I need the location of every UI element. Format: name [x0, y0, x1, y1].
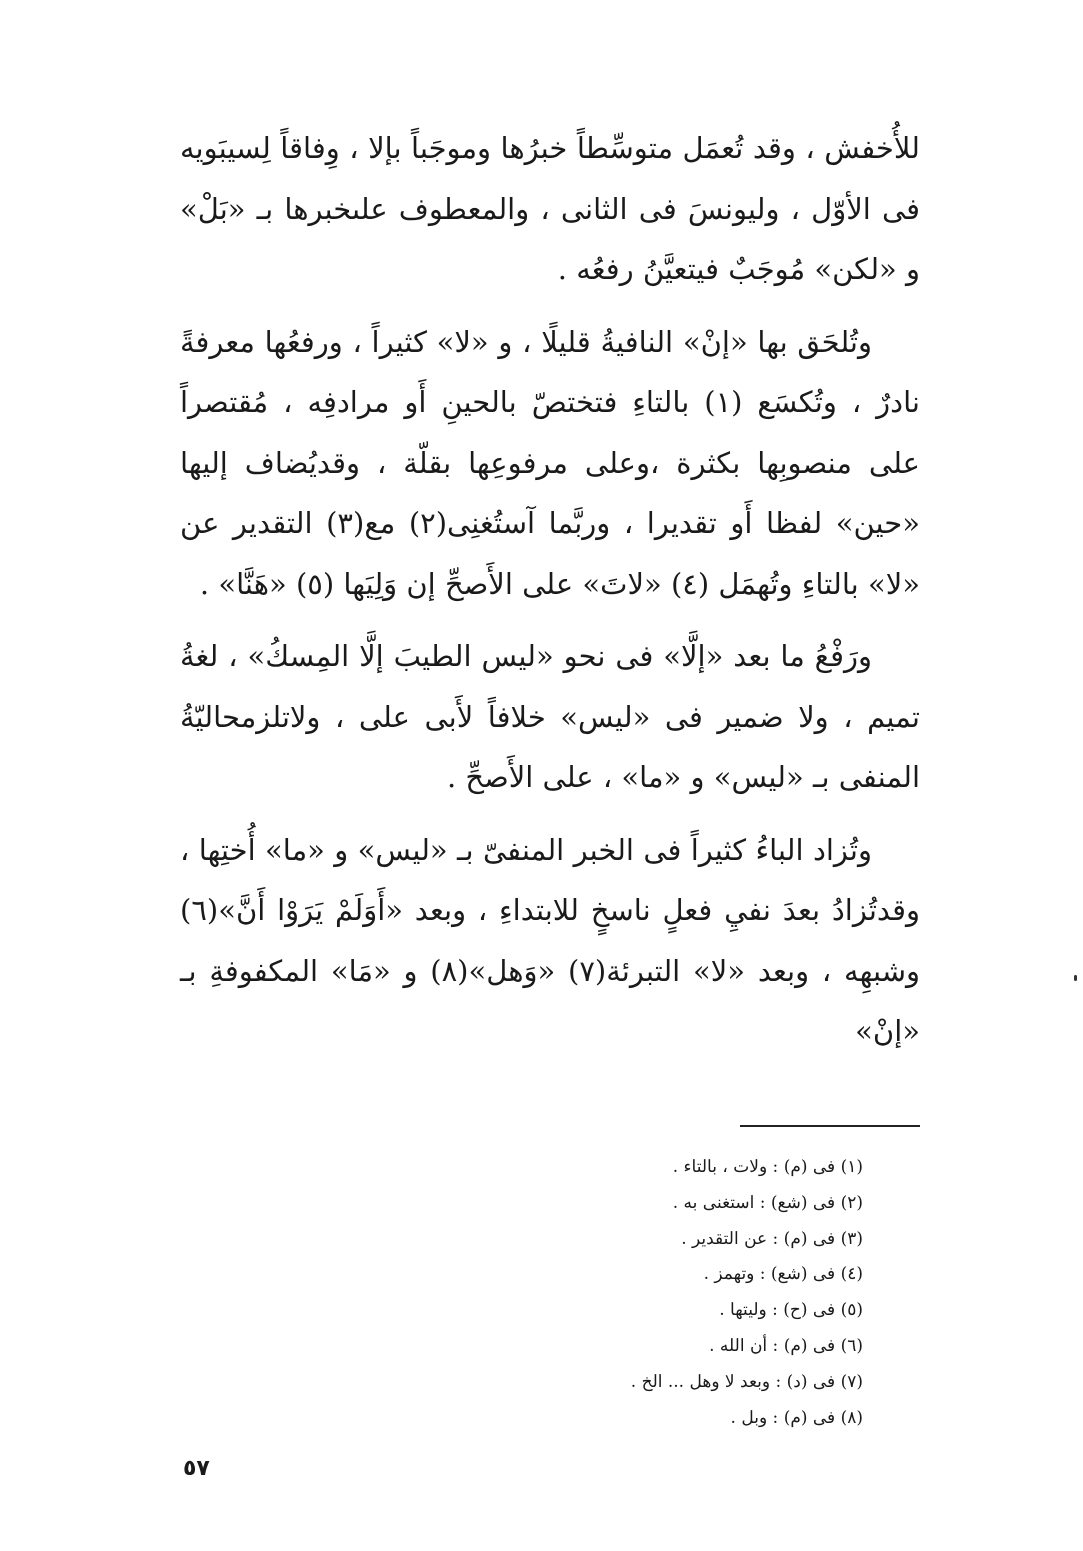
footnote-1: (١) فى (م) : ولات ، بالتاء . [672, 1157, 863, 1177]
footnote-4: (٤) فى (شع) : وتهمز . [703, 1264, 863, 1285]
footnote-3: (٣) فى (م) : عن التقدير . [681, 1228, 863, 1249]
page-number: ٥٧ [183, 1456, 210, 1481]
scan-speck [1074, 975, 1077, 981]
paragraph-4: وتُزاد الباءُ كثيراً فى الخبر المنفىّ بـ «ليس» و «ما» أُختِها ، وقدتُزادُ بعدَ نفيِ فعلٍ ناسخٍ للابتداءِ ، وبعد «أَوَلَمْ يَرَوْا أَنَّ»(٦) وشبهِه ، وبعد «لا» التبرئة(٧) «وَهل»(٨) و «مَا» المكفوفةِ بـ «إنْ» [180, 832, 920, 1048]
footnote-separator [740, 1125, 920, 1127]
footnote-8: (٨) فى (م) : وبل . [730, 1407, 863, 1428]
footnotes [443, 1150, 863, 1436]
footnote-6: (٦) فى (م) : أن الله . [709, 1335, 863, 1356]
paragraph-3: ورَفْعُ ما بعد «إلَّا» فى نحو «ليس الطيبَ إلَّا المِسكُ» ، لغةُ تميم ، ولا ضمير فى «ليس» خلافاً لأَبى على ، ولاتلزمحاليّةُ المنفى بـ «ليس» و «ما» ، على الأَصحِّ . [180, 639, 920, 794]
main-text [180, 118, 920, 1062]
footnote-5: (٥) فى (ح) : وليتها . [719, 1300, 863, 1321]
paragraph-2: وتُلحَق بها «إنْ» النافيةُ قليلًا ، و «لا» كثيراً ، ورفعُها معرفةً نادرٌ ، وتُكسَع (١) بالتاءِ فتختصّ بالحينِ أَو مرادفِه ، مُقتصراً على منصوبِها بكثرة ،وعلى مرفوعِها بقلّة ، وقديُضاف إليها «حين» لفظا أَو تقديرا ، وربَّما آستُغنِى(٢) مع(٣) التقدير عن «لا» بالتاءِ وتُهمَل (٤) «لاتَ» على الأَصحِّ إن وَلِيَها (٥) «هَنَّا» . [180, 324, 920, 601]
footnote-2: (٢) فى (شع) : استغنى به . [672, 1192, 863, 1213]
paragraph-1: للأُخفش ، وقد تُعمَل متوسِّطاً خبرُها وموجَباً بإلا ، وِفاقاً لِسيبَويه فى الأوّل ، وليونسَ فى الثانى ، والمعطوف علىخبرها بـ «بَلْ» و «لكن» مُوجَبٌ فيتعيَّنُ رفعُه . [180, 131, 920, 286]
footnote-7: (٧) فى (د) : وبعد لا وهل ... الخ . [630, 1371, 863, 1392]
